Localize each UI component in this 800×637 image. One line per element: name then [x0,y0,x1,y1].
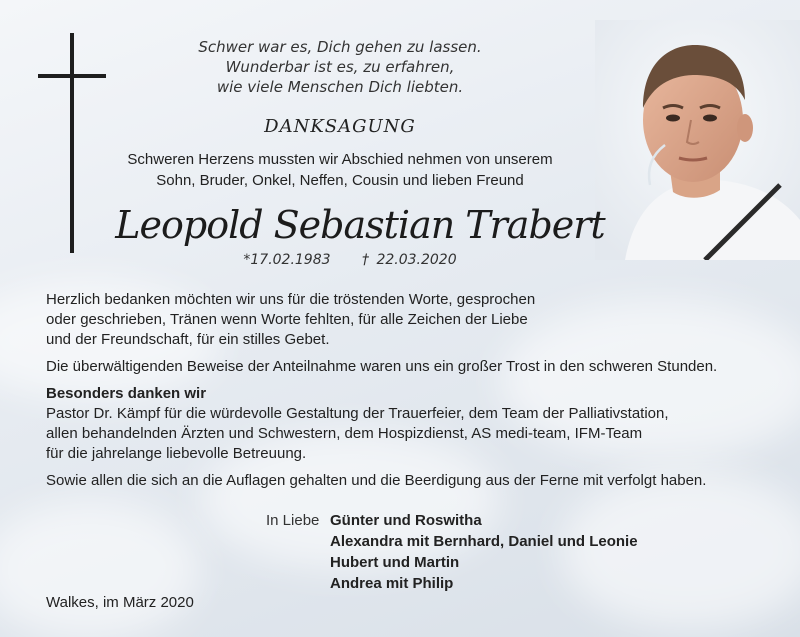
cloud-decoration [0,500,200,637]
body-line: und der Freundschaft, für ein stilles Gebet. [46,331,330,348]
thanks-paragraph [46,404,776,464]
life-dates [180,252,520,268]
place-date: Walkes, im März 2020 [46,594,194,611]
body-line: allen behandelnden Ärzten und Schwestern, dem Hospizdienst, AS medi-team, IFM-Team [46,425,643,442]
verse-line: Wunderbar ist es, zu erfahren, [225,58,455,76]
body-line: oder geschrieben, Tränen wenn Worte fehlten, für alle Zeichen der Liebe [46,311,528,328]
verse-line: wie viele Menschen Dich liebten. [216,78,464,96]
family-name-line: Andrea mit Philip [330,575,454,592]
death-date: † 22.03.2020 [362,252,457,268]
notice-heading: DANKSAGUNG [264,116,416,137]
portrait-photo [595,20,800,260]
thanks-paragraph [46,290,776,350]
intro-text [120,149,560,191]
body-line: Pastor Dr. Kämpf für die würdevolle Gestaltung der Trauerfeier, dem Team der Palliativstation, [46,405,669,422]
body-line: für die jahrelange liebevolle Betreuung. [46,445,307,462]
family-name-line: Hubert und Martin [330,554,460,571]
deceased-name: Leopold Sebastian Trabert [115,203,605,247]
signoff-label: In Liebe [266,512,320,529]
body-line: Herzlich bedanken möchten wir uns für die tröstenden Worte, gesprochen [46,291,536,308]
birth-date: *17.02.1983 [243,252,331,268]
thanks-paragraph: Sowie allen die sich an die Auflagen gehalten und die Beerdigung aus der Ferne mit verfolgt haben. [46,472,707,489]
verse-line: Schwer war es, Dich gehen zu lassen. [198,38,482,56]
thanks-paragraph: Die überwältigenden Beweise der Anteilnahme waren uns ein großer Trost in den schweren Stunden. [46,358,718,375]
special-thanks-heading: Besonders danken wir [46,385,207,402]
family-name-line: Alexandra mit Bernhard, Daniel und Leonie [330,533,638,550]
memorial-verse [180,37,500,97]
intro-line: Sohn, Bruder, Onkel, Neffen, Cousin und lieben Freund [156,172,524,189]
intro-line: Schweren Herzens mussten wir Abschied nehmen von unserem [127,151,553,168]
family-name-line: Günter und Roswitha [330,512,482,529]
family-names [330,510,638,594]
thanks-body [46,290,776,498]
